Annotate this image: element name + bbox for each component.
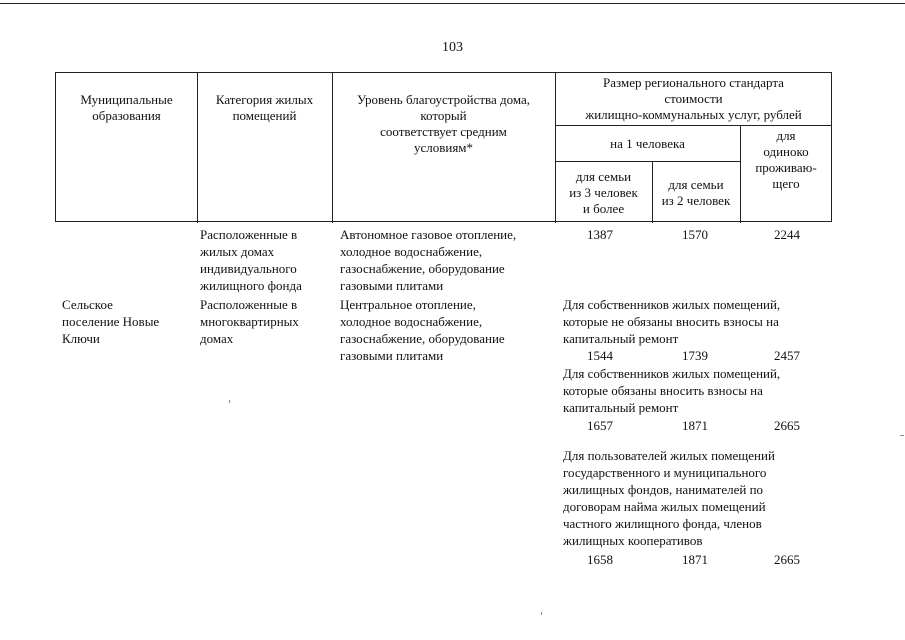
row2-level: Центральное отопление, холодное водоснабжение, газоснабжение, оборудование газовыми плитами: [340, 297, 505, 363]
row1-value-family3: 1387: [587, 227, 613, 242]
row2-block3-value-family3: 1658: [587, 552, 613, 567]
header-family3: для семьи из 3 человек и более: [569, 169, 638, 216]
page-top-rule: [0, 3, 905, 4]
row2-block2-title: Для собственников жилых помещений, которые обязаны вносить взносы на капитальный ремонт: [563, 366, 781, 415]
table-header: [55, 72, 832, 222]
row2-block2-value-family2: 1871: [682, 418, 708, 433]
header-per-person: на 1 человека: [610, 136, 685, 151]
row2-block1-value-family2: 1739: [682, 348, 708, 363]
header-category: Категория жилых помещений: [215, 92, 314, 123]
row2-block2-value-family3: 1657: [587, 418, 613, 433]
page-number: 103: [442, 40, 463, 55]
header-municipalities: Муниципальные образования: [80, 92, 173, 123]
row-divider: [555, 161, 740, 162]
scan-speck: [900, 435, 904, 436]
row-divider: [555, 125, 832, 126]
row1-category: Расположенные в жилых домах индивидуального жилищного фонда: [200, 227, 302, 293]
row2-block1-value-single: 2457: [774, 348, 800, 363]
row2-category: Расположенные в многоквартирных домах: [200, 297, 299, 346]
row1-level: Автономное газовое отопление, холодное водоснабжение, газоснабжение, оборудование газовыми плитами: [340, 227, 517, 293]
header-level: Уровень благоустройства дома, который соответствует средним условиям*: [356, 92, 531, 155]
header-standard-size: Размер регионального стандарта стоимости жилищно-коммунальных услуг, рублей: [585, 75, 802, 122]
row1-value-family2: 1570: [682, 227, 708, 242]
row2-block3-value-single: 2665: [774, 552, 800, 567]
scan-speck: [229, 400, 230, 403]
header-family2: для семьи из 2 человек: [661, 177, 731, 208]
row2-block1-title: Для собственников жилых помещений, которые не обязаны вносить взносы на капитальный ремонт: [563, 297, 781, 346]
row2-block2-value-single: 2665: [774, 418, 800, 433]
header-single: для одиноко проживаю- щего: [755, 128, 817, 191]
municipality-name: Сельское поселение Новые Ключи: [62, 297, 160, 346]
row2-block3-value-family2: 1871: [682, 552, 708, 567]
row2-block1-value-family3: 1544: [587, 348, 613, 363]
row1-value-single: 2244: [774, 227, 800, 242]
scan-speck: [541, 612, 542, 615]
row2-block3-title: Для пользователей жилых помещений государственного и муниципального жилищных фондов, нанимателей по договорам найма жилых помещений частного жилищного фонда, членов жилищных кооперативов: [563, 448, 775, 548]
